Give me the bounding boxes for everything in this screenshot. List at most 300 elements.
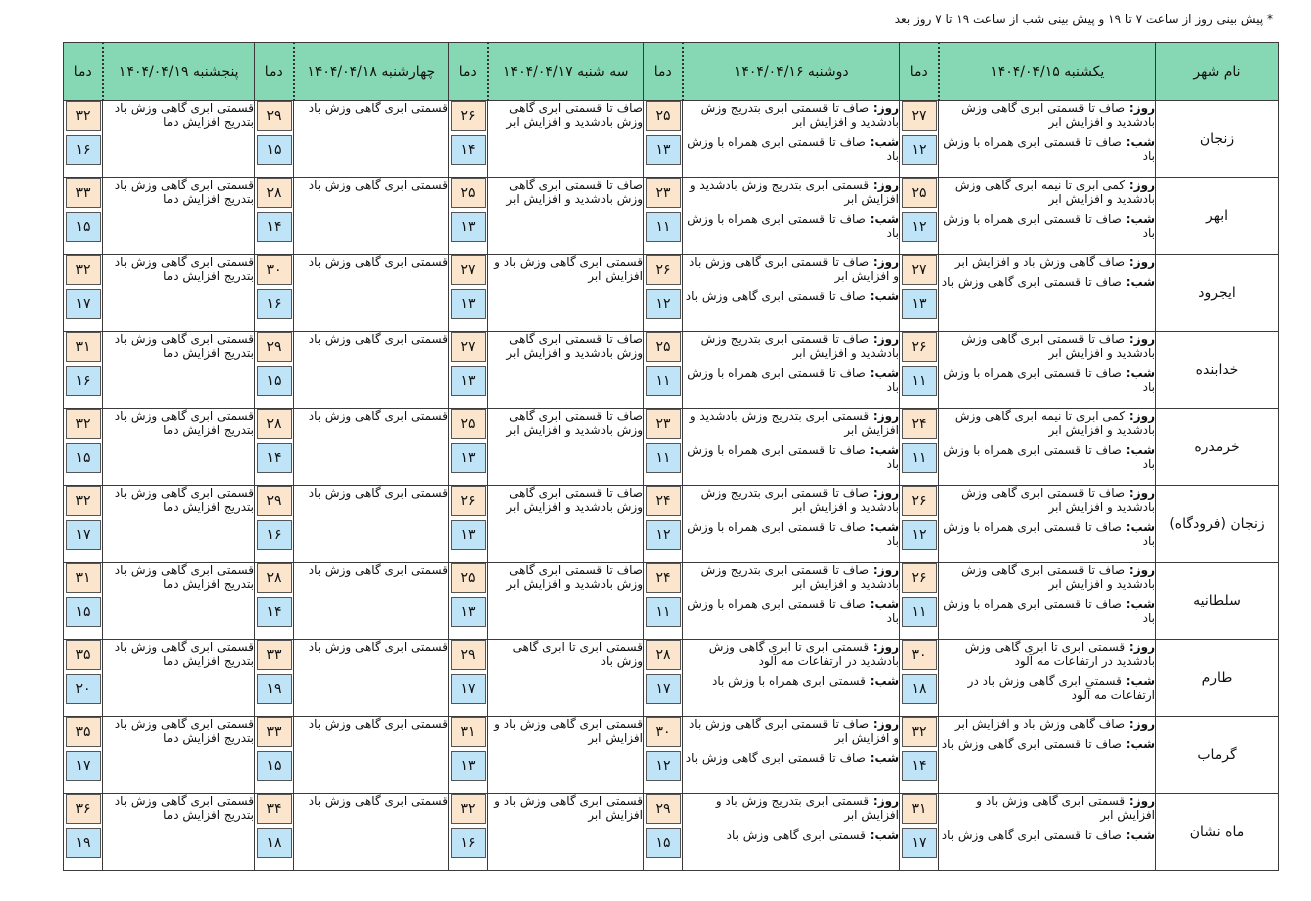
temp-cell (644, 409, 683, 486)
min-temp: ۱۵ (257, 366, 292, 396)
forecast-day-night (939, 178, 1156, 255)
max-temp: ۳۲ (66, 409, 101, 439)
night-forecast (683, 520, 899, 548)
forecast-text: قسمتی ابری گاهی وزش باد (294, 409, 449, 486)
temp-cell (255, 640, 294, 717)
min-temp: ۲۰ (66, 674, 101, 704)
min-temp: ۱۳ (451, 597, 486, 627)
day-forecast (683, 409, 899, 437)
night-forecast (939, 737, 1155, 751)
night-text: صاف تا قسمتی ابری همراه با وزش باد (943, 212, 1155, 240)
table-row (64, 640, 1279, 717)
min-temp: ۱۳ (451, 366, 486, 396)
day-text: صاف تا قسمتی ابری بتدریج وزش بادشدید و افزایش ابر (700, 332, 899, 360)
header-temp: دما (449, 43, 488, 101)
night-text: صاف تا قسمتی ابری گاهی وزش باد (941, 737, 1122, 751)
max-temp: ۲۶ (902, 563, 937, 593)
min-temp: ۱۸ (902, 674, 937, 704)
temp-cell (64, 101, 103, 178)
max-temp: ۲۳ (646, 178, 681, 208)
temp-cell (644, 332, 683, 409)
temp-cell (900, 409, 939, 486)
max-temp: ۲۸ (257, 409, 292, 439)
day-label: روز: (1128, 255, 1155, 269)
forecast-text: قسمتی ابری گاهی وزش باد بتدریج افزایش دما (103, 332, 255, 409)
temp-cell (255, 255, 294, 332)
max-temp: ۲۶ (451, 486, 486, 516)
min-temp: ۱۷ (66, 751, 101, 781)
min-temp: ۱۶ (66, 366, 101, 396)
city-name: ایجرود (1156, 255, 1279, 332)
day-text: قسمتی ابری بتدریج وزش بادشدید و افزایش ابر (689, 178, 899, 206)
day-text: صاف تا قسمتی ابری بتدریج وزش بادشدید و افزایش ابر (700, 101, 899, 129)
day-label: روز: (1128, 178, 1155, 192)
min-temp: ۱۳ (451, 520, 486, 550)
day-forecast (939, 101, 1155, 129)
temp-cell (900, 794, 939, 871)
day-label: روز: (872, 640, 899, 654)
min-temp: ۱۱ (646, 212, 681, 242)
day-label: روز: (1128, 794, 1155, 808)
forecast-text: قسمتی ابری گاهی وزش باد (294, 101, 449, 178)
day-label: روز: (1128, 640, 1155, 654)
table-row (64, 178, 1279, 255)
forecast-text: قسمتی ابری گاهی وزش باد (294, 717, 449, 794)
max-temp: ۲۶ (646, 255, 681, 285)
header-temp: دما (644, 43, 683, 101)
temp-cell (255, 486, 294, 563)
night-label: شب: (869, 828, 899, 842)
max-temp: ۳۵ (66, 717, 101, 747)
table-row (64, 486, 1279, 563)
min-temp: ۱۲ (902, 520, 937, 550)
night-text: صاف تا قسمتی ابری همراه با وزش باد (943, 443, 1155, 471)
night-label: شب: (869, 597, 899, 611)
max-temp: ۲۵ (646, 332, 681, 362)
temp-cell (255, 409, 294, 486)
day-text: قسمتی ابری تا ابری گاهی وزش بادشدید در ارتفاعات مه آلود (964, 640, 1155, 668)
night-label: شب: (869, 443, 899, 457)
forecast-day-night (939, 101, 1156, 178)
night-label: شب: (1125, 674, 1155, 688)
min-temp: ۱۳ (451, 751, 486, 781)
table-row (64, 101, 1279, 178)
forecast-table (63, 42, 1279, 871)
forecast-day-night (939, 640, 1156, 717)
night-text: قسمتی ابری گاهی وزش باد در ارتفاعات مه آلود (967, 674, 1155, 702)
day-text: صاف گاهی وزش باد و افزایش ابر (954, 255, 1126, 269)
max-temp: ۲۳ (646, 409, 681, 439)
day-label: روز: (1128, 486, 1155, 500)
city-name: خرمدره (1156, 409, 1279, 486)
temp-cell (900, 101, 939, 178)
header-day-4: چهارشنبه ۱۴۰۴/۰۴/۱۸ (294, 43, 449, 101)
forecast-day-night (939, 332, 1156, 409)
night-label: شب: (1125, 443, 1155, 457)
max-temp: ۲۹ (257, 101, 292, 131)
max-temp: ۲۵ (451, 563, 486, 593)
night-text: صاف تا قسمتی ابری همراه با وزش باد (687, 135, 899, 163)
min-temp: ۱۳ (451, 212, 486, 242)
min-temp: ۱۱ (646, 443, 681, 473)
night-text: صاف تا قسمتی ابری گاهی وزش باد (941, 275, 1122, 289)
city-name: ماه نشان (1156, 794, 1279, 871)
temp-cell (644, 794, 683, 871)
min-temp: ۱۳ (646, 135, 681, 165)
min-temp: ۱۱ (646, 366, 681, 396)
forecast-text: قسمتی ابری گاهی وزش باد بتدریج افزایش دما (103, 563, 255, 640)
temp-cell (255, 332, 294, 409)
night-forecast (939, 443, 1155, 471)
max-temp: ۲۴ (646, 563, 681, 593)
night-forecast (939, 674, 1155, 702)
night-forecast (683, 212, 899, 240)
forecast-text: قسمتی ابری گاهی وزش باد بتدریج افزایش دما (103, 640, 255, 717)
temp-cell (255, 794, 294, 871)
night-forecast (683, 828, 899, 842)
temp-cell (900, 332, 939, 409)
forecast-day-night (683, 563, 900, 640)
max-temp: ۳۰ (646, 717, 681, 747)
night-text: صاف تا قسمتی ابری همراه با وزش باد (943, 366, 1155, 394)
max-temp: ۳۲ (66, 486, 101, 516)
max-temp: ۲۹ (257, 332, 292, 362)
temp-cell (255, 101, 294, 178)
forecast-day-night (683, 640, 900, 717)
temp-cell (900, 486, 939, 563)
night-text: صاف تا قسمتی ابری همراه با وزش باد (943, 135, 1155, 163)
day-forecast (683, 486, 899, 514)
city-name: زنجان (فرودگاه) (1156, 486, 1279, 563)
day-text: صاف تا قسمتی ابری بتدریج وزش بادشدید و افزایش ابر (700, 563, 899, 591)
day-text: صاف تا قسمتی ابری گاهی وزش بادشدید و افزایش ابر (961, 563, 1155, 591)
night-forecast (683, 443, 899, 471)
day-forecast (683, 794, 899, 822)
max-temp: ۳۵ (66, 640, 101, 670)
max-temp: ۲۷ (451, 255, 486, 285)
forecast-day-night (683, 101, 900, 178)
night-text: صاف تا قسمتی ابری همراه با وزش باد (687, 366, 899, 394)
forecast-text: قسمتی ابری گاهی وزش باد (294, 486, 449, 563)
city-name: ابهر (1156, 178, 1279, 255)
temp-cell (644, 563, 683, 640)
max-temp: ۲۴ (902, 409, 937, 439)
min-temp: ۱۷ (902, 828, 937, 858)
temp-cell (64, 178, 103, 255)
max-temp: ۲۹ (257, 486, 292, 516)
min-temp: ۱۱ (646, 597, 681, 627)
night-forecast (939, 212, 1155, 240)
temp-cell (449, 332, 488, 409)
temp-cell (900, 563, 939, 640)
table-row (64, 255, 1279, 332)
temp-cell (449, 640, 488, 717)
temp-cell (900, 178, 939, 255)
night-forecast (683, 135, 899, 163)
forecast-text: صاف تا قسمتی ابری گاهی وزش بادشدید و افزایش ابر (488, 563, 644, 640)
night-label: شب: (869, 751, 899, 765)
temp-cell (64, 717, 103, 794)
temp-cell (644, 255, 683, 332)
day-forecast (683, 563, 899, 591)
night-label: شب: (869, 674, 899, 688)
forecast-day-night (939, 409, 1156, 486)
forecast-text: صاف تا قسمتی ابری گاهی وزش بادشدید و افزایش ابر (488, 178, 644, 255)
night-label: شب: (1125, 212, 1155, 226)
table-row (64, 794, 1279, 871)
min-temp: ۱۶ (257, 520, 292, 550)
forecast-text: قسمتی ابری گاهی وزش باد (294, 178, 449, 255)
temp-cell (64, 563, 103, 640)
day-label: روز: (872, 178, 899, 192)
night-label: شب: (869, 289, 899, 303)
forecast-text: قسمتی ابری گاهی وزش باد بتدریج افزایش دما (103, 409, 255, 486)
forecast-text: قسمتی ابری تا ابری گاهی وزش باد (488, 640, 644, 717)
temp-cell (449, 794, 488, 871)
day-forecast (939, 332, 1155, 360)
forecast-text: قسمتی ابری گاهی وزش باد (294, 640, 449, 717)
night-forecast (683, 597, 899, 625)
min-temp: ۱۱ (902, 443, 937, 473)
max-temp: ۲۸ (257, 178, 292, 208)
temp-cell (255, 563, 294, 640)
day-forecast (683, 332, 899, 360)
max-temp: ۲۵ (451, 178, 486, 208)
forecast-day-night (683, 717, 900, 794)
table-row (64, 717, 1279, 794)
max-temp: ۲۸ (257, 563, 292, 593)
day-forecast (939, 717, 1155, 731)
header-day-2: دوشنبه ۱۴۰۴/۰۴/۱۶ (683, 43, 900, 101)
night-text: صاف تا قسمتی ابری همراه با وزش باد (687, 212, 899, 240)
max-temp: ۲۹ (646, 794, 681, 824)
min-temp: ۱۱ (902, 366, 937, 396)
min-temp: ۱۲ (646, 520, 681, 550)
header-temp: دما (900, 43, 939, 101)
max-temp: ۳۲ (66, 255, 101, 285)
night-text: صاف تا قسمتی ابری همراه با وزش باد (687, 443, 899, 471)
forecast-text: قسمتی ابری گاهی وزش باد و افزایش ابر (488, 255, 644, 332)
night-text: صاف تا قسمتی ابری همراه با وزش باد (687, 520, 899, 548)
day-forecast (939, 794, 1155, 822)
day-label: روز: (872, 486, 899, 500)
forecast-text: قسمتی ابری گاهی وزش باد و افزایش ابر (488, 717, 644, 794)
day-label: روز: (872, 409, 899, 423)
forecast-day-night (683, 178, 900, 255)
night-forecast (683, 751, 899, 765)
max-temp: ۳۲ (902, 717, 937, 747)
header-day-3: سه شنبه ۱۴۰۴/۰۴/۱۷ (488, 43, 644, 101)
min-temp: ۱۳ (902, 289, 937, 319)
day-label: روز: (872, 794, 899, 808)
temp-cell (449, 255, 488, 332)
night-text: صاف تا قسمتی ابری گاهی وزش باد (685, 289, 866, 303)
forecast-text: قسمتی ابری گاهی وزش باد (294, 563, 449, 640)
day-text: صاف گاهی وزش باد و افزایش ابر (954, 717, 1126, 731)
day-label: روز: (872, 563, 899, 577)
max-temp: ۲۸ (646, 640, 681, 670)
min-temp: ۱۳ (451, 443, 486, 473)
max-temp: ۲۵ (646, 101, 681, 131)
day-forecast (683, 717, 899, 745)
header-day-1: یکشنبه ۱۴۰۴/۰۴/۱۵ (939, 43, 1156, 101)
min-temp: ۱۴ (257, 443, 292, 473)
min-temp: ۱۲ (902, 135, 937, 165)
min-temp: ۱۹ (257, 674, 292, 704)
day-text: قسمتی ابری گاهی وزش باد و افزایش ابر (976, 794, 1155, 822)
night-text: قسمتی ابری گاهی وزش باد (726, 828, 866, 842)
forecast-text: قسمتی ابری گاهی وزش باد بتدریج افزایش دما (103, 717, 255, 794)
day-text: صاف تا قسمتی ابری گاهی وزش باد و افزایش ابر (688, 717, 899, 745)
day-label: روز: (872, 101, 899, 115)
forecast-text: قسمتی ابری گاهی وزش باد بتدریج افزایش دما (103, 486, 255, 563)
min-temp: ۱۷ (451, 674, 486, 704)
header-day-5: پنجشنبه ۱۴۰۴/۰۴/۱۹ (103, 43, 255, 101)
day-text: صاف تا قسمتی ابری گاهی وزش بادشدید و افزایش ابر (961, 486, 1155, 514)
day-forecast (939, 255, 1155, 269)
min-temp: ۱۴ (902, 751, 937, 781)
forecast-text: صاف تا قسمتی ابری گاهی وزش بادشدید و افزایش ابر (488, 332, 644, 409)
min-temp: ۱۶ (257, 289, 292, 319)
day-label: روز: (872, 717, 899, 731)
day-text: قسمتی ابری بتدریج وزش بادشدید و افزایش ابر (689, 409, 899, 437)
day-text: کمی ابری تا نیمه ابری گاهی وزش بادشدید و افزایش ابر (954, 178, 1155, 206)
temp-cell (644, 101, 683, 178)
max-temp: ۲۵ (902, 178, 937, 208)
day-forecast (683, 640, 899, 668)
day-label: روز: (1128, 409, 1155, 423)
forecast-day-night (939, 717, 1156, 794)
min-temp: ۱۶ (451, 828, 486, 858)
night-label: شب: (1125, 597, 1155, 611)
forecast-day-night (683, 486, 900, 563)
temp-cell (449, 563, 488, 640)
night-text: صاف تا قسمتی ابری گاهی وزش باد (941, 828, 1122, 842)
table-row (64, 563, 1279, 640)
max-temp: ۳۱ (66, 332, 101, 362)
forecast-day-night (683, 332, 900, 409)
temp-cell (64, 255, 103, 332)
forecast-day-night (683, 255, 900, 332)
day-label: روز: (872, 255, 899, 269)
forecast-day-night (683, 409, 900, 486)
day-forecast (683, 178, 899, 206)
city-name: خدابنده (1156, 332, 1279, 409)
max-temp: ۳۳ (257, 640, 292, 670)
city-name: طارم (1156, 640, 1279, 717)
min-temp: ۱۵ (66, 597, 101, 627)
max-temp: ۳۲ (451, 794, 486, 824)
night-forecast (939, 366, 1155, 394)
night-label: شب: (1125, 135, 1155, 149)
city-name: سلطانیه (1156, 563, 1279, 640)
max-temp: ۲۶ (902, 332, 937, 362)
min-temp: ۱۹ (66, 828, 101, 858)
day-label: روز: (872, 332, 899, 346)
forecast-text: قسمتی ابری گاهی وزش باد و افزایش ابر (488, 794, 644, 871)
night-label: شب: (1125, 828, 1155, 842)
temp-cell (449, 178, 488, 255)
header-row (64, 43, 1279, 101)
forecast-day-night (939, 486, 1156, 563)
day-text: قسمتی ابری تا ابری گاهی وزش بادشدید در ارتفاعات مه آلود (708, 640, 899, 668)
temp-cell (64, 640, 103, 717)
day-forecast (683, 255, 899, 283)
max-temp: ۳۱ (66, 563, 101, 593)
night-forecast (683, 674, 899, 688)
header-city: نام شهر (1156, 43, 1279, 101)
min-temp: ۱۵ (646, 828, 681, 858)
day-forecast (939, 563, 1155, 591)
min-temp: ۱۸ (257, 828, 292, 858)
min-temp: ۱۵ (257, 751, 292, 781)
max-temp: ۳۶ (66, 794, 101, 824)
max-temp: ۳۴ (257, 794, 292, 824)
day-forecast (939, 409, 1155, 437)
max-temp: ۳۳ (66, 178, 101, 208)
night-forecast (683, 366, 899, 394)
day-forecast (939, 178, 1155, 206)
forecast-text: قسمتی ابری گاهی وزش باد (294, 255, 449, 332)
max-temp: ۳۰ (257, 255, 292, 285)
min-temp: ۱۷ (66, 289, 101, 319)
night-text: قسمتی ابری همراه با وزش باد (712, 674, 866, 688)
min-temp: ۱۵ (66, 443, 101, 473)
forecast-text: صاف تا قسمتی ابری گاهی وزش بادشدید و افزایش ابر (488, 409, 644, 486)
day-text: صاف تا قسمتی ابری بتدریج وزش بادشدید و افزایش ابر (700, 486, 899, 514)
max-temp: ۳۳ (257, 717, 292, 747)
day-label: روز: (1128, 101, 1155, 115)
day-label: روز: (1128, 563, 1155, 577)
temp-cell (449, 409, 488, 486)
temp-cell (64, 486, 103, 563)
max-temp: ۳۲ (66, 101, 101, 131)
min-temp: ۱۴ (257, 597, 292, 627)
max-temp: ۳۰ (902, 640, 937, 670)
temp-cell (644, 640, 683, 717)
max-temp: ۲۷ (902, 255, 937, 285)
day-text: کمی ابری تا نیمه ابری گاهی وزش بادشدید و افزایش ابر (954, 409, 1155, 437)
day-label: روز: (1128, 332, 1155, 346)
min-temp: ۱۷ (66, 520, 101, 550)
night-label: شب: (869, 366, 899, 380)
table-row (64, 332, 1279, 409)
night-forecast (939, 597, 1155, 625)
forecast-text: قسمتی ابری گاهی وزش باد بتدریج افزایش دما (103, 794, 255, 871)
max-temp: ۲۵ (451, 409, 486, 439)
min-temp: ۱۶ (66, 135, 101, 165)
day-label: روز: (1128, 717, 1155, 731)
forecast-text: صاف تا قسمتی ابری گاهی وزش بادشدید و افزایش ابر (488, 101, 644, 178)
night-forecast (939, 135, 1155, 163)
min-temp: ۱۵ (257, 135, 292, 165)
day-forecast (939, 486, 1155, 514)
forecast-text: قسمتی ابری گاهی وزش باد بتدریج افزایش دما (103, 101, 255, 178)
night-forecast (939, 520, 1155, 548)
night-text: صاف تا قسمتی ابری همراه با وزش باد (943, 520, 1155, 548)
temp-cell (449, 717, 488, 794)
min-temp: ۱۳ (451, 289, 486, 319)
min-temp: ۱۵ (66, 212, 101, 242)
night-label: شب: (1125, 275, 1155, 289)
day-text: قسمتی ابری بتدریج وزش باد و افزایش ابر (715, 794, 899, 822)
min-temp: ۱۲ (646, 289, 681, 319)
night-forecast (939, 828, 1155, 842)
night-text: صاف تا قسمتی ابری همراه با وزش باد (943, 597, 1155, 625)
table-row (64, 409, 1279, 486)
temp-cell (644, 486, 683, 563)
temp-cell (64, 409, 103, 486)
